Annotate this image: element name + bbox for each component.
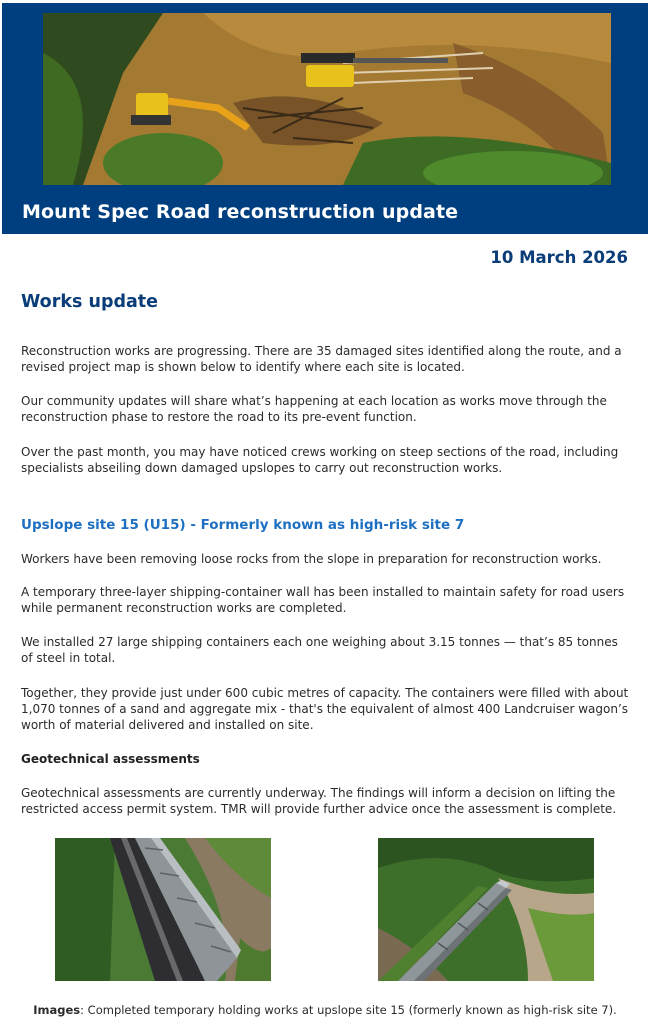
hero-image bbox=[43, 13, 611, 185]
header-banner bbox=[2, 3, 648, 234]
container-wall-photo-1 bbox=[55, 838, 271, 981]
issue-date: 10 March 2026 bbox=[490, 248, 628, 267]
caption-text: : Completed temporary holding works at upslope site 15 (formerly known as high-risk site 7). bbox=[80, 1003, 617, 1017]
geotechnical-heading: Geotechnical assessments bbox=[21, 752, 200, 766]
site-paragraph-3: We installed 27 large shipping containers each one weighing about 3.15 tonnes — that’s 85 tonnes of steel in total. bbox=[21, 635, 618, 665]
caption-label: Images bbox=[33, 1003, 81, 1017]
site-heading: Upslope site 15 (U15) - Formerly known as high-risk site 7 bbox=[21, 517, 465, 533]
container-wall-photo-1-drawing bbox=[55, 838, 271, 981]
geotechnical-paragraph: Geotechnical assessments are currently underway. The findings will inform a decision on lifting the restricted access permit system. TMR will provide further advice once the assessment is complete. bbox=[21, 786, 617, 816]
hero-image-drawing bbox=[43, 13, 611, 185]
container-wall-photo-2 bbox=[378, 838, 594, 981]
works-paragraph-2: Our community updates will share what’s happening at each location as works move through the reconstruction phase to restore the road to its pre-event function. bbox=[21, 394, 607, 424]
works-paragraph-3: Over the past month, you may have noticed crews working on steep sections of the road, including specialists abseiling down damaged upslopes to carry out reconstruction works. bbox=[21, 445, 619, 475]
container-wall-photo-2-drawing bbox=[378, 838, 594, 981]
site-paragraph-4: Together, they provide just under 600 cubic metres of capacity. The containers were filled with about 1,070 tonnes of a sand and aggregate mix - that's the equivalent of almost 400 Landcruiser wagon’s worth of material delivered and installed on site. bbox=[21, 686, 629, 732]
newsletter-title: Mount Spec Road reconstruction update bbox=[22, 201, 459, 223]
site-paragraph-1: Workers have been removing loose rocks from the slope in preparation for reconstruction works. bbox=[21, 552, 602, 566]
works-update-heading: Works update bbox=[21, 292, 159, 312]
site-paragraph-2: A temporary three-layer shipping-container wall has been installed to maintain safety for road users while permanent reconstruction works are completed. bbox=[21, 585, 625, 615]
works-paragraph-1: Reconstruction works are progressing. There are 35 damaged sites identified along the route, and a revised project map is shown below to identify where each site is located. bbox=[21, 344, 622, 374]
images-caption bbox=[0, 1003, 650, 1017]
